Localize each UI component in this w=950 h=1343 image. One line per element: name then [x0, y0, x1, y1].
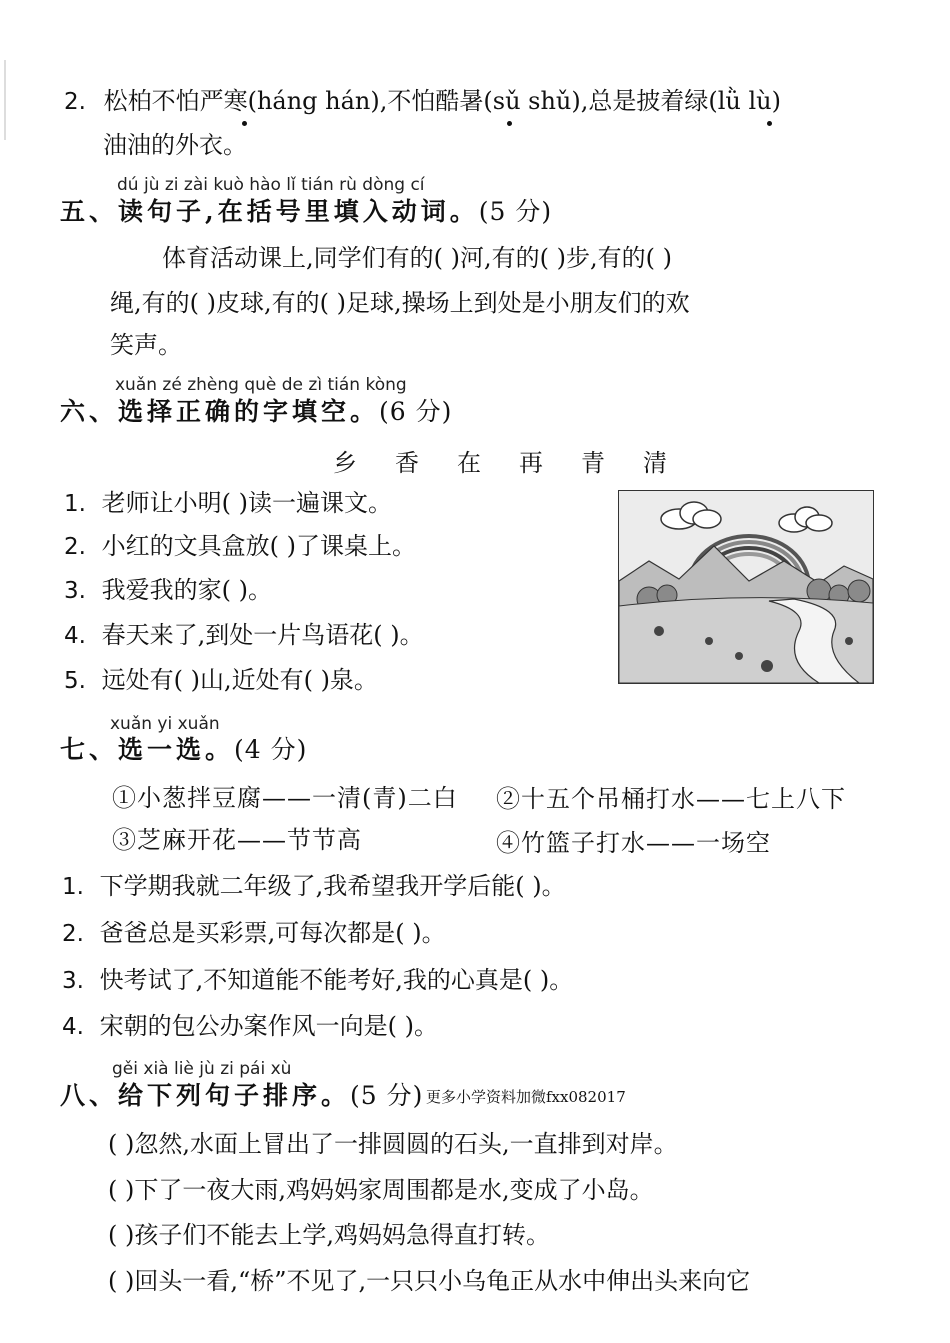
s7-score: (4 分) — [234, 735, 308, 764]
s6-heading — [60, 396, 452, 428]
s6-item — [64, 531, 416, 562]
char-option: 再 — [519, 449, 543, 477]
s7-heading — [60, 734, 307, 766]
s7-item-text: 下学期我就二年级了,我希望我开学后能( )。 — [99, 872, 566, 900]
s6-score: (6 分) — [379, 397, 453, 426]
s6-item-number: 1. — [64, 491, 86, 517]
s4-q2-number: 2. — [64, 89, 86, 115]
s5-line1: 体育活动课上,同学们有的( )河,有的( )步,有的( ) — [162, 244, 672, 272]
s6-item — [64, 620, 424, 651]
s8-note: 更多小学资料加微fxx082017 — [426, 1088, 626, 1106]
s6-item-text: 春天来了,到处一片鸟语花( )。 — [101, 621, 424, 649]
emphasis-dot — [767, 121, 772, 126]
s5-line2: 绳,有的( )皮球,有的( )足球,操场上到处是小朋友们的欢 — [110, 289, 690, 317]
s5-score: (5 分) — [478, 197, 553, 226]
s8-pinyin: gěi xià liè jù zi pái xù — [112, 1059, 292, 1079]
s6-item-number: 3. — [64, 578, 86, 604]
s7-item — [62, 1011, 438, 1042]
s7-option: ③芝麻开花——节节高 — [112, 826, 362, 854]
s7-item-number: 2. — [62, 921, 84, 947]
s7-pinyin: xuǎn yi xuǎn — [110, 714, 220, 734]
s5-title: 五、读句子,在括号里填入动词。 — [60, 197, 479, 226]
s6-item-number: 5. — [64, 668, 86, 694]
s7-item — [62, 965, 573, 996]
emphasis-dot — [507, 121, 512, 126]
char-option: 清 — [643, 449, 667, 477]
s7-item-text: 爸爸总是买彩票,可每次都是( )。 — [99, 919, 446, 947]
s7-item-number: 1. — [62, 874, 84, 900]
s8-heading — [60, 1080, 423, 1112]
s7-option: ②十五个吊桶打水——七上八下 — [496, 785, 846, 813]
s6-item-text: 我爱我的家( )。 — [101, 576, 272, 604]
s6-item-text: 远处有( )山,近处有( )泉。 — [101, 666, 378, 694]
emphasis-dot — [242, 121, 247, 126]
s6-item-number: 2. — [64, 534, 86, 560]
char-option: 青 — [581, 449, 605, 477]
s7-option: ①小葱拌豆腐——一清(青)二白 — [112, 784, 458, 812]
s8-item: ( )孩子们不能去上学,鸡妈妈急得直打转。 — [108, 1221, 550, 1249]
s4-q2-text: 松柏不怕严寒(háng hán),不怕酷暑(sǔ shǔ),总是披着绿(lǜ lù) — [103, 87, 781, 115]
char-option: 香 — [395, 449, 419, 477]
s7-option: ④竹篮子打水——一场空 — [496, 829, 771, 857]
s6-title: 六、选择正确的字填空。 — [60, 397, 380, 426]
s8-item: ( )忽然,水面上冒出了一排圆圆的石头,一直排到对岸。 — [108, 1130, 678, 1158]
char-option: 在 — [457, 449, 481, 477]
s6-item — [64, 488, 392, 519]
s6-item-text: 老师让小明( )读一遍课文。 — [101, 489, 392, 517]
s6-char-options — [333, 443, 705, 478]
s7-item — [62, 918, 446, 949]
s7-item-text: 快考试了,不知道能不能考好,我的心真是( )。 — [99, 966, 574, 994]
s6-item — [64, 665, 378, 696]
s4-q2-line2: 油油的外衣。 — [103, 131, 247, 159]
s5-heading — [60, 196, 552, 228]
s7-item-number: 3. — [62, 968, 84, 994]
s4-q2-line1 — [64, 86, 781, 117]
char-option: 乡 — [333, 449, 357, 477]
landscape-illustration — [618, 490, 874, 684]
s6-pinyin: xuǎn zé zhèng què de zì tián kòng — [115, 375, 407, 395]
s6-item — [64, 575, 272, 606]
s6-item-text: 小红的文具盒放( )了课桌上。 — [101, 532, 416, 560]
s7-item-text: 宋朝的包公办案作风一向是( )。 — [99, 1012, 438, 1040]
s8-item: ( )下了一夜大雨,鸡妈妈家周围都是水,变成了小岛。 — [108, 1176, 654, 1204]
scan-edge — [4, 60, 6, 140]
s7-item-number: 4. — [62, 1014, 84, 1040]
s5-pinyin: dú jù zi zài kuò hào lǐ tián rù dòng cí — [117, 175, 425, 195]
s7-item — [62, 871, 566, 902]
s6-item-number: 4. — [64, 623, 86, 649]
s8-score: (5 分) — [350, 1081, 424, 1110]
s7-title: 七、选一选。 — [60, 735, 235, 764]
landscape-drawing — [619, 491, 873, 683]
s8-item: ( )回头一看,“桥”不见了,一只只小乌龟正从水中伸出头来向它 — [108, 1267, 751, 1295]
s8-title: 八、给下列句子排序。 — [60, 1081, 351, 1110]
s5-line3: 笑声。 — [110, 331, 182, 359]
